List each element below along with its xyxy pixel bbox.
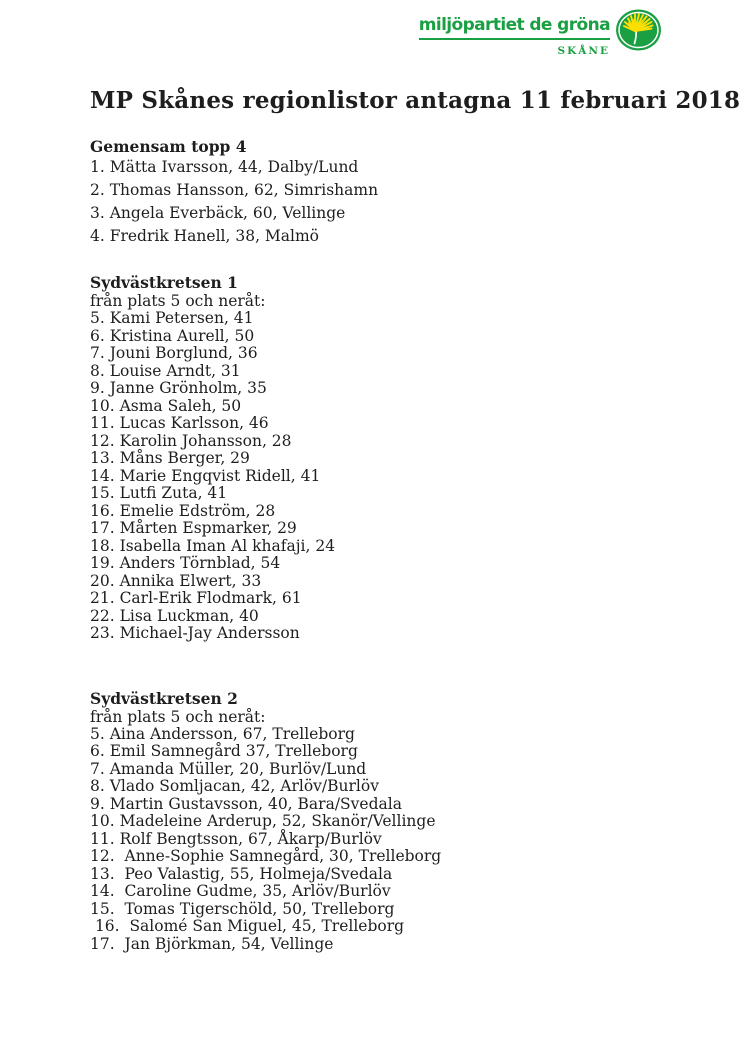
list-item: 17. Jan Björkman, 54, Vellinge	[90, 934, 334, 953]
logo-region-label: SKÅNE	[557, 45, 610, 57]
section-heading: Gemensam topp 4	[90, 137, 247, 156]
list-item: 18. Isabella Iman Al khafaji, 24	[90, 536, 336, 555]
list-item: 10. Madeleine Arderup, 52, Skanör/Vellinge	[90, 812, 436, 830]
section-subtitle: från plats 5 och neråt:	[90, 707, 266, 726]
list-item: 16. Salomé San Miguel, 45, Trelleborg	[90, 917, 405, 935]
candidate-list	[90, 156, 660, 248]
list-item: 13. Måns Berger, 29	[90, 449, 250, 467]
list-item: 4. Fredrik Hanell, 38, Malmö	[90, 227, 320, 245]
page-title: MP Skånes regionlistor antagna 11 februari 2018	[90, 87, 741, 114]
list-item: 5. Kami Petersen, 41	[90, 309, 254, 327]
list-item: 8. Vlado Somljacan, 42, Arlöv/Burlöv	[90, 777, 379, 795]
logo-underline	[419, 38, 610, 40]
section-gemensam-topp-4	[90, 138, 660, 248]
list-item: 13. Peo Valastig, 55, Holmeja/Svedala	[90, 864, 393, 883]
section-sydvastkretsen-1	[90, 274, 660, 643]
list-item: 23. Michael-Jay Andersson	[90, 624, 300, 642]
list-item: 2. Thomas Hansson, 62, Simrishamn	[90, 181, 379, 199]
list-item: 7. Amanda Müller, 20, Burlöv/Lund	[90, 759, 367, 778]
section-subtitle: från plats 5 och neråt:	[90, 292, 266, 310]
list-item: 12. Karolin Johansson, 28	[90, 431, 292, 450]
list-item: 9. Janne Grönholm, 35	[90, 379, 267, 397]
list-item: 1. Mätta Ivarsson, 44, Dalby/Lund	[90, 158, 359, 176]
list-item: 10. Asma Saleh, 50	[90, 396, 242, 415]
section-sydvastkretsen-2	[90, 690, 660, 954]
list-item: 11. Lucas Karlsson, 46	[90, 414, 269, 432]
list-item: 6. Emil Samnegård 37, Trelleborg	[90, 742, 358, 760]
list-item: 12. Anne-Sophie Samnegård, 30, Trelleborg	[90, 847, 442, 865]
section-heading: Sydvästkretsen 1	[90, 273, 238, 292]
candidate-list	[90, 726, 660, 954]
list-item: 8. Louise Arndt, 31	[90, 361, 241, 380]
mp-logo	[419, 9, 662, 57]
list-item: 17. Mårten Espmarker, 29	[90, 519, 297, 537]
list-item: 7. Jouni Borglund, 36	[90, 344, 258, 362]
list-item: 11. Rolf Bengtsson, 67, Åkarp/Burlöv	[90, 829, 382, 848]
list-item: 14. Caroline Gudme, 35, Arlöv/Burlöv	[90, 882, 391, 900]
list-item: 19. Anders Törnblad, 54	[90, 554, 281, 572]
list-item: 16. Emelie Edström, 28	[90, 501, 276, 520]
logo-text-block	[419, 9, 610, 57]
list-item: 15. Tomas Tigerschöld, 50, Trelleborg	[90, 899, 395, 918]
section-heading: Sydvästkretsen 2	[90, 688, 238, 708]
list-item: 20. Annika Elwert, 33	[90, 571, 262, 590]
list-item: 22. Lisa Luckman, 40	[90, 606, 259, 625]
candidate-list	[90, 310, 660, 643]
list-item: 3. Angela Everbäck, 60, Vellinge	[90, 204, 346, 222]
logo-brand-text: miljöpartiet de gröna	[418, 15, 610, 35]
list-item: 21. Carl-Erik Flodmark, 61	[90, 589, 302, 607]
list-item: 5. Aina Andersson, 67, Trelleborg	[90, 724, 355, 743]
list-item: 14. Marie Engqvist Ridell, 41	[90, 466, 321, 485]
dandelion-icon	[615, 9, 662, 51]
list-item: 6. Kristina Aurell, 50	[90, 326, 255, 345]
list-item: 15. Lutfi Zuta, 41	[90, 484, 228, 502]
list-item: 9. Martin Gustavsson, 40, Bara/Svedala	[90, 794, 402, 813]
